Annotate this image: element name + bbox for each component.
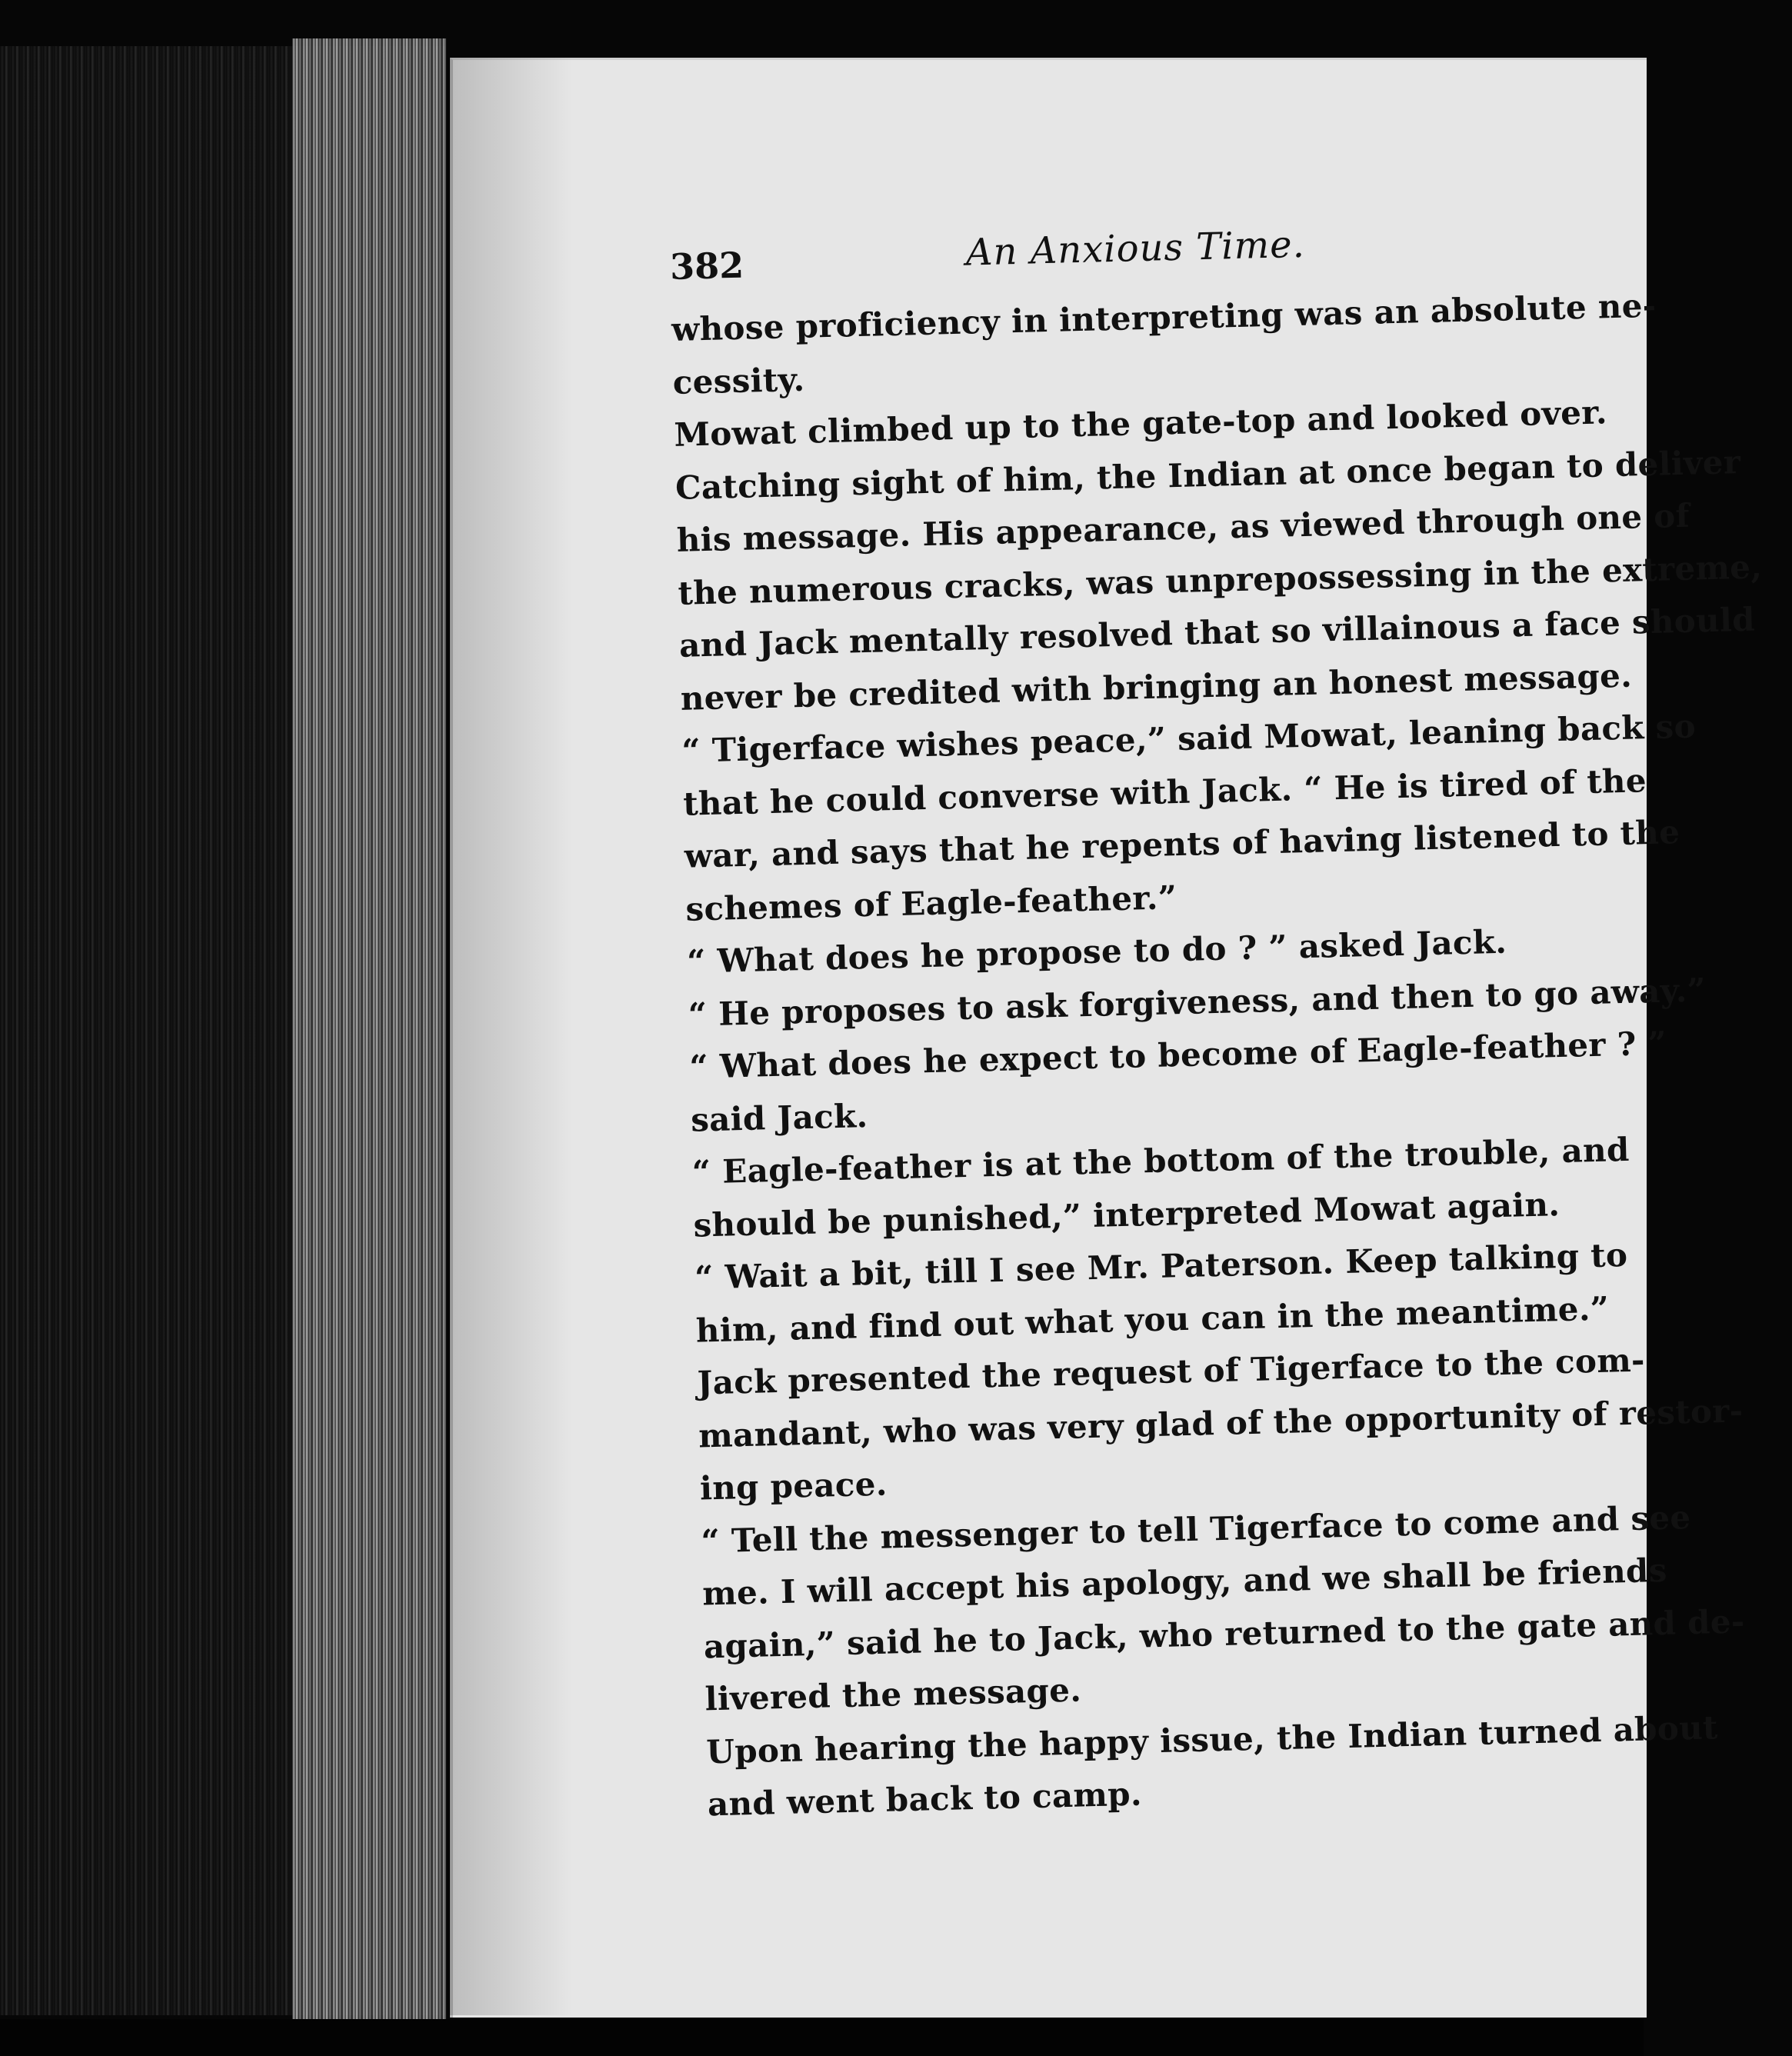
text-line: the numerous cracks, was unprepossessing in the extreme, xyxy=(677,547,1763,612)
text-line: “ Tigerface wishes peace,” said Mowat, leaning back so xyxy=(681,707,1697,770)
text-line: me. I will accept his apology, and we shall be friends xyxy=(701,1551,1668,1613)
text-line: cessity. xyxy=(672,360,805,402)
text-line: again,” said he to Jack, who returned to the gate and de- xyxy=(703,1601,1746,1665)
text-line: “ What does he expect to become of Eagle-feather ? ” xyxy=(688,1024,1667,1086)
text-line: “ Eagle-feather is at the bottom of the trouble, and xyxy=(691,1130,1630,1191)
page-gutter-shadow xyxy=(450,58,573,2015)
text-line: “ He proposes to ask forgiveness, and then to go away.” xyxy=(688,970,1707,1034)
text-line: him, and find out what you can in the meantime.” xyxy=(695,1289,1610,1350)
page-text-block xyxy=(669,207,1763,1831)
text-line: Catching sight of him, the Indian at once began to deliver xyxy=(674,442,1741,507)
text-line: “ Wait a bit, till I see Mr. Paterson. Keep talking to xyxy=(694,1235,1628,1297)
text-line: and went back to camp. xyxy=(707,1774,1143,1824)
text-line: whose proficiency in interpreting was an absolute ne- xyxy=(671,286,1657,348)
text-line: war, and says that he repents of having listened to the xyxy=(684,813,1680,875)
text-line: Mowat climbed up to the gate-top and looked over. xyxy=(673,393,1608,454)
book-page-edges xyxy=(292,38,446,2023)
text-line: Jack presented the request of Tigerface to the com- xyxy=(697,1341,1646,1402)
text-line: Upon hearing the happy issue, the Indian turned about xyxy=(705,1708,1719,1771)
text-line: ing peace. xyxy=(699,1465,888,1508)
text-line: livered the message. xyxy=(704,1671,1082,1718)
text-line: said Jack. xyxy=(690,1096,868,1139)
text-line: “ Tell the messenger to tell Tigerface to come and see xyxy=(701,1498,1691,1560)
text-line: his message. His appearance, as viewed through one of xyxy=(676,496,1690,559)
text-line: should be punished,” interpreted Mowat again. xyxy=(692,1185,1561,1245)
body-text xyxy=(671,280,1763,1831)
text-line: “ What does he propose to do ? ” asked Jack. xyxy=(686,922,1507,981)
text-line: and Jack mentally resolved that so villainous a face should xyxy=(678,600,1756,665)
text-line: mandant, who was very glad of the opportunity of restor- xyxy=(698,1391,1744,1455)
text-line: never be credited with bringing an honest message. xyxy=(680,656,1633,718)
scan-bottom-border xyxy=(0,2019,1644,2056)
text-line: schemes of Eagle-feather.” xyxy=(684,878,1177,928)
running-head: An Anxious Time. xyxy=(965,222,1306,275)
page-number: 382 xyxy=(669,244,744,288)
text-line: that he could converse with Jack. “ He is tired of the xyxy=(682,761,1647,823)
